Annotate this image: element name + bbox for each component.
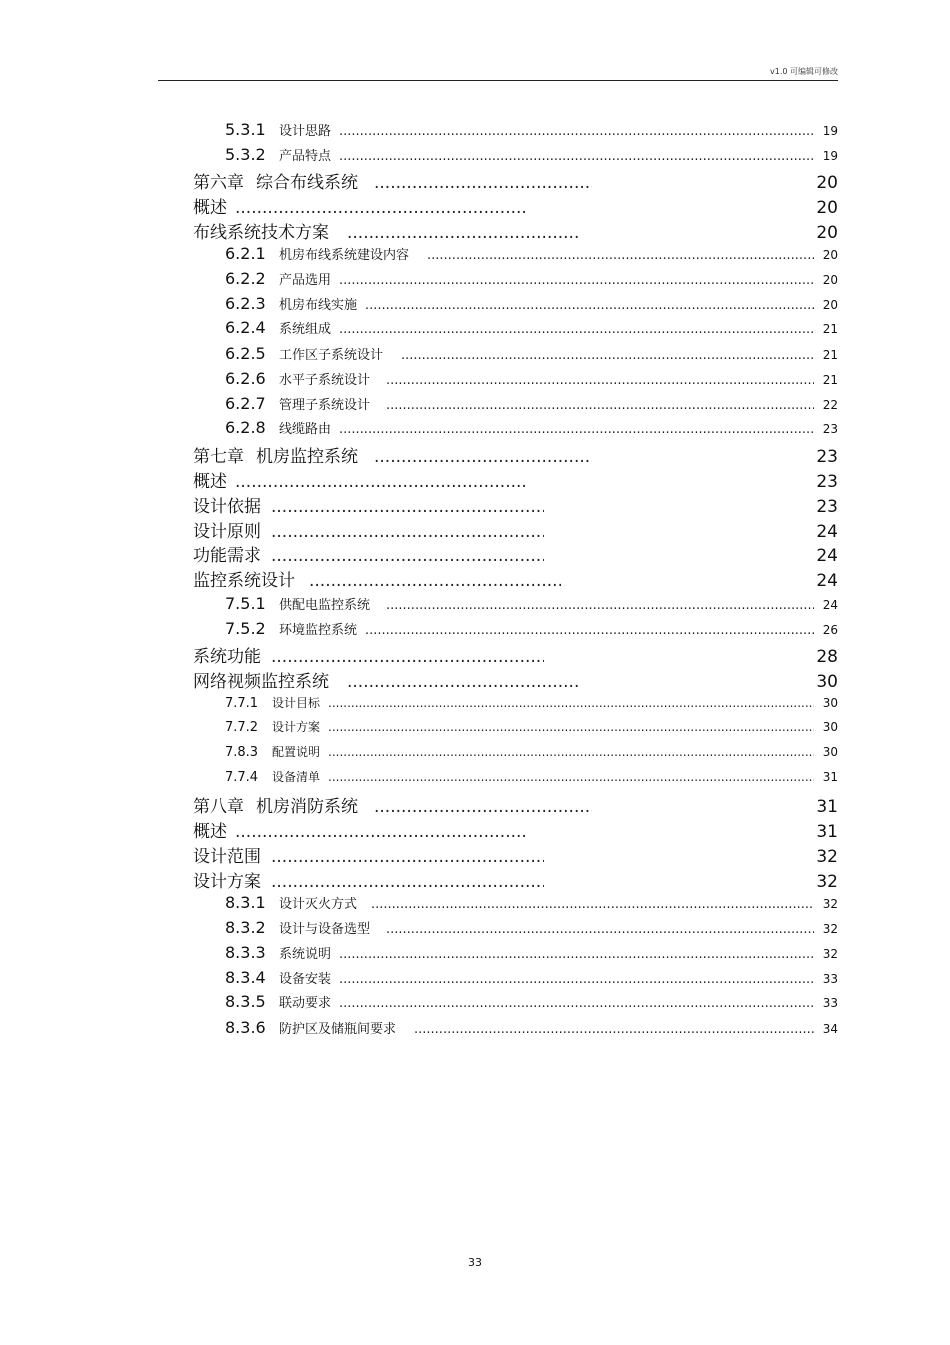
toc-entry[interactable] xyxy=(193,492,838,516)
toc-page: 24 xyxy=(816,546,838,565)
toc-leader xyxy=(339,322,814,337)
toc-title: 水平子系统设计 xyxy=(279,373,371,388)
toc-leader xyxy=(271,872,544,891)
toc-page: 23 xyxy=(816,447,838,466)
toc-entry[interactable] xyxy=(193,218,838,242)
toc-entry[interactable] xyxy=(193,768,838,788)
toc-leader xyxy=(386,398,814,413)
toc-page: 20 xyxy=(822,298,838,312)
toc-title: 系统功能 xyxy=(193,647,261,666)
toc-entry[interactable] xyxy=(193,867,838,891)
toc-entry-chapter[interactable] xyxy=(193,792,838,816)
toc-number: 7.7.1 xyxy=(225,696,259,711)
toc-title: 线缆路由 xyxy=(279,422,332,437)
toc-page: 32 xyxy=(822,947,838,961)
toc-page: 23 xyxy=(816,472,838,491)
toc-leader xyxy=(339,947,814,962)
toc-title: 设计原则 xyxy=(193,522,261,541)
toc-page: 32 xyxy=(822,897,838,911)
toc-leader xyxy=(401,348,814,363)
toc-entry[interactable] xyxy=(193,517,838,541)
toc-number: 6.2.6 xyxy=(225,369,266,388)
toc-leader xyxy=(386,373,814,388)
toc-title: 管理子系统设计 xyxy=(279,398,371,413)
toc-number: 8.3.3 xyxy=(225,943,266,962)
toc-leader xyxy=(386,922,814,937)
toc-leader xyxy=(271,847,544,866)
toc-page: 33 xyxy=(822,972,838,986)
toc-number: 6.2.8 xyxy=(225,418,266,437)
toc-entry[interactable] xyxy=(193,269,838,289)
toc-number: 第六章 xyxy=(193,173,244,192)
toc-page: 23 xyxy=(816,497,838,516)
toc-page: 21 xyxy=(822,373,838,387)
toc-title: 设计思路 xyxy=(279,124,332,139)
toc-page: 19 xyxy=(822,124,838,138)
toc-title: 概述 xyxy=(193,472,227,491)
page-number: 33 xyxy=(468,1256,482,1269)
toc-entry[interactable] xyxy=(193,467,838,491)
toc-title: 系统组成 xyxy=(279,322,332,337)
toc-page: 24 xyxy=(816,522,838,541)
toc-entry[interactable] xyxy=(193,193,838,217)
toc-leader xyxy=(235,822,527,841)
toc-title: 环境监控系统 xyxy=(279,623,358,638)
toc-title: 产品选用 xyxy=(279,273,332,288)
toc-page: 31 xyxy=(816,822,838,841)
header-rule xyxy=(158,80,838,81)
toc-leader xyxy=(235,198,527,217)
toc-title: 设计灭火方式 xyxy=(279,897,358,912)
toc-entry[interactable] xyxy=(193,667,838,691)
toc-title: 概述 xyxy=(193,822,227,841)
toc-title: 监控系统设计 xyxy=(193,571,295,590)
toc-number: 8.3.6 xyxy=(225,1018,266,1037)
toc-leader xyxy=(271,497,544,516)
toc-number: 7.5.1 xyxy=(225,594,266,613)
toc-leader xyxy=(339,149,814,164)
toc-page: 20 xyxy=(816,198,838,217)
header-text: v1.0 可编辑可修改 xyxy=(770,67,838,76)
toc-entry[interactable] xyxy=(193,992,838,1012)
toc-page: 30 xyxy=(816,672,838,691)
toc-entry[interactable] xyxy=(193,642,838,666)
toc-page: 31 xyxy=(822,770,838,784)
toc-leader xyxy=(339,996,814,1011)
toc-page: 20 xyxy=(816,223,838,242)
toc-entry[interactable] xyxy=(193,244,838,264)
toc-entry[interactable] xyxy=(193,718,838,738)
toc-leader xyxy=(339,422,814,437)
toc-leader xyxy=(309,571,561,590)
toc-page: 26 xyxy=(822,623,838,637)
toc-page: 24 xyxy=(822,598,838,612)
toc-page: 32 xyxy=(816,847,838,866)
toc-number: 6.2.4 xyxy=(225,318,266,337)
toc-number: 第八章 xyxy=(193,797,244,816)
toc-entry[interactable] xyxy=(193,294,838,314)
toc-title: 防护区及储瓶间要求 xyxy=(279,1022,397,1037)
toc-entry[interactable] xyxy=(193,893,838,913)
toc-page: 20 xyxy=(822,248,838,262)
toc-entry[interactable] xyxy=(193,694,838,714)
toc-page: 30 xyxy=(822,720,838,734)
toc-number: 8.3.5 xyxy=(225,992,266,1011)
toc-title: 概述 xyxy=(193,198,227,217)
toc-leader xyxy=(235,472,527,491)
toc-leader xyxy=(365,623,814,638)
toc-title: 设备安装 xyxy=(279,972,332,987)
toc-leader xyxy=(271,522,544,541)
toc-number: 6.2.7 xyxy=(225,394,266,413)
toc-entry[interactable] xyxy=(193,344,838,364)
toc-leader xyxy=(365,298,814,313)
toc-page: 30 xyxy=(822,696,838,710)
toc-title: 产品特点 xyxy=(279,149,332,164)
toc-title: 布线系统技术方案 xyxy=(193,223,329,242)
toc-page: 32 xyxy=(816,872,838,891)
toc-leader xyxy=(328,745,814,759)
toc-leader xyxy=(374,797,592,816)
toc-title: 设计方案 xyxy=(193,872,261,891)
toc-number: 7.7.4 xyxy=(225,770,259,785)
toc-entry[interactable] xyxy=(193,120,838,140)
toc-leader xyxy=(386,598,814,613)
toc-title: 工作区子系统设计 xyxy=(279,348,384,363)
toc-page: 23 xyxy=(822,422,838,436)
toc-entry[interactable] xyxy=(193,943,838,963)
toc-page: 33 xyxy=(822,996,838,1010)
toc-entry[interactable] xyxy=(193,145,838,165)
toc-page: 24 xyxy=(816,571,838,590)
toc-entry[interactable] xyxy=(193,918,838,938)
toc-leader xyxy=(347,672,579,691)
toc-title: 供配电监控系统 xyxy=(279,598,371,613)
toc-leader xyxy=(271,647,544,666)
toc-leader xyxy=(328,696,814,710)
toc-title: 机房监控系统 xyxy=(256,447,358,466)
toc-title: 设计目标 xyxy=(272,696,321,710)
toc-entry[interactable] xyxy=(193,842,838,866)
toc-title: 系统说明 xyxy=(279,947,332,962)
toc-number: 5.3.1 xyxy=(225,120,266,139)
toc-entry[interactable] xyxy=(193,743,838,763)
toc-number: 6.2.3 xyxy=(225,294,266,313)
toc-entry[interactable] xyxy=(193,968,838,988)
toc-page: 21 xyxy=(822,348,838,362)
toc-leader xyxy=(271,546,544,565)
toc-title: 配置说明 xyxy=(272,745,321,759)
toc-leader xyxy=(414,1022,814,1037)
toc-entry[interactable] xyxy=(193,394,838,414)
toc-number: 8.3.4 xyxy=(225,968,266,987)
toc-title: 设计与设备选型 xyxy=(279,922,371,937)
toc-page: 20 xyxy=(816,173,838,192)
toc-page: 34 xyxy=(822,1022,838,1036)
toc-entry-chapter[interactable] xyxy=(193,168,838,192)
toc-number: 8.3.2 xyxy=(225,918,266,937)
toc-page: 30 xyxy=(822,745,838,759)
toc-title: 机房布线实施 xyxy=(279,298,358,313)
toc-number: 7.7.2 xyxy=(225,720,259,735)
toc-title: 设计方案 xyxy=(272,720,321,734)
toc-leader xyxy=(374,173,592,192)
toc-page: 20 xyxy=(822,273,838,287)
toc-title: 功能需求 xyxy=(193,546,261,565)
toc-number: 7.8.3 xyxy=(225,745,259,760)
toc-entry[interactable] xyxy=(193,369,838,389)
toc-page: 31 xyxy=(816,797,838,816)
toc-title: 设计范围 xyxy=(193,847,261,866)
toc-title: 设计依据 xyxy=(193,497,261,516)
toc-leader xyxy=(328,720,814,734)
toc-title: 联动要求 xyxy=(279,996,332,1011)
toc-title: 机房布线系统建设内容 xyxy=(279,248,410,263)
toc-number: 6.2.5 xyxy=(225,344,266,363)
toc-entry[interactable] xyxy=(193,1018,838,1038)
toc-leader xyxy=(328,770,814,784)
toc-leader xyxy=(339,124,814,139)
toc-page: 22 xyxy=(822,398,838,412)
toc-leader xyxy=(339,273,814,288)
toc-page: 32 xyxy=(822,922,838,936)
toc-entry[interactable] xyxy=(193,619,838,639)
toc-number: 6.2.1 xyxy=(225,244,266,263)
toc-number: 7.5.2 xyxy=(225,619,266,638)
toc-entry[interactable] xyxy=(193,817,838,841)
toc-title: 网络视频监控系统 xyxy=(193,672,329,691)
toc-entry[interactable] xyxy=(193,418,838,438)
toc-entry-chapter[interactable] xyxy=(193,442,838,466)
toc-entry[interactable] xyxy=(193,566,838,590)
toc-number: 5.3.2 xyxy=(225,145,266,164)
toc-leader xyxy=(374,447,592,466)
toc-entry[interactable] xyxy=(193,541,838,565)
toc-title: 综合布线系统 xyxy=(256,173,358,192)
toc-page: 19 xyxy=(822,149,838,163)
toc-entry[interactable] xyxy=(193,318,838,338)
toc-leader xyxy=(427,248,814,263)
toc-title: 设备清单 xyxy=(272,770,321,784)
toc-number: 第七章 xyxy=(193,447,244,466)
toc-leader xyxy=(339,972,814,987)
toc-leader xyxy=(371,897,814,912)
toc-entry[interactable] xyxy=(193,594,838,614)
toc-leader xyxy=(347,223,579,242)
toc-title: 机房消防系统 xyxy=(256,797,358,816)
toc-number: 8.3.1 xyxy=(225,893,266,912)
toc-page: 28 xyxy=(816,647,838,666)
toc-number: 6.2.2 xyxy=(225,269,266,288)
toc-page: 21 xyxy=(822,322,838,336)
